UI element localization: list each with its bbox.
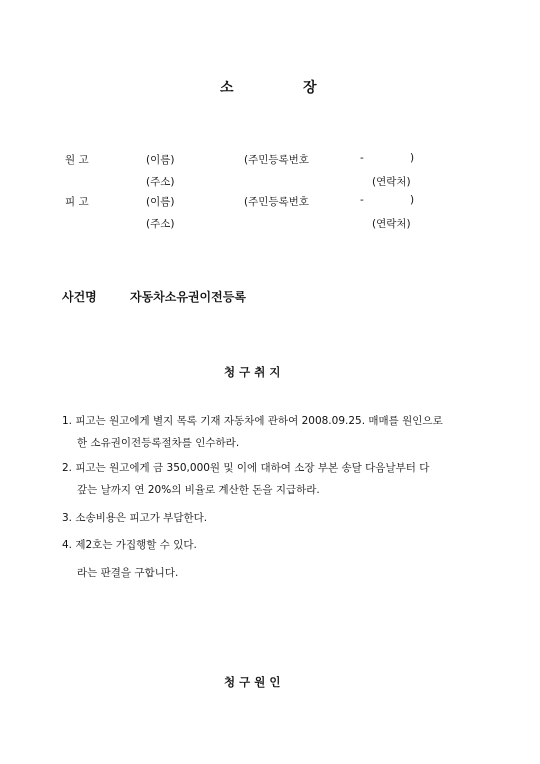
claim-item-3: 3. 소송비용은 피고가 부담한다. — [62, 512, 208, 524]
plaintiff-id-label: (주민등록번호 — [244, 154, 309, 166]
claim-cause-heading: 청 구 원 인 — [224, 675, 281, 689]
claim-item-2-line-2: 갚는 날까지 연 20%의 비율로 계산한 돈을 지급하라. — [77, 484, 320, 496]
title-char-1: 소 — [220, 80, 234, 96]
plaintiff-name-label: (이름) — [146, 154, 175, 166]
claim-purpose-heading: 청 구 취 지 — [224, 365, 281, 379]
claim-closing: 라는 판결을 구합니다. — [77, 567, 179, 579]
plaintiff-role: 원 고 — [65, 154, 89, 166]
claim-item-1-line-1: 1. 피고는 원고에게 별지 목록 기재 자동차에 관하여 2008.09.25. 매매를 원인으로 — [62, 415, 443, 427]
claim-item-2-line-1: 2. 피고는 원고에게 금 350,000원 및 이에 대하여 소장 부본 송달 다음날부터 다 — [62, 462, 430, 474]
plaintiff-id-dash: - — [360, 152, 364, 164]
defendant-name-label: (이름) — [146, 196, 175, 208]
defendant-role: 피 고 — [65, 196, 89, 208]
plaintiff-address-label: (주소) — [146, 176, 175, 188]
title-char-2: 장 — [303, 80, 317, 96]
defendant-address-label: (주소) — [146, 218, 175, 230]
defendant-contact-label: (연락처) — [372, 218, 411, 230]
plaintiff-contact-label: (연락처) — [372, 176, 411, 188]
claim-item-1-line-2: 한 소유권이전등록절차를 인수하라. — [77, 437, 240, 449]
defendant-id-close: ) — [410, 194, 415, 206]
claim-item-4: 4. 제2호는 가집행할 수 있다. — [62, 539, 197, 551]
plaintiff-id-close: ) — [410, 152, 415, 164]
defendant-id-label: (주민등록번호 — [244, 196, 309, 208]
case-label: 사건명 — [62, 290, 97, 304]
case-value: 자동차소유권이전등록 — [130, 290, 246, 304]
defendant-id-dash: - — [360, 194, 364, 206]
